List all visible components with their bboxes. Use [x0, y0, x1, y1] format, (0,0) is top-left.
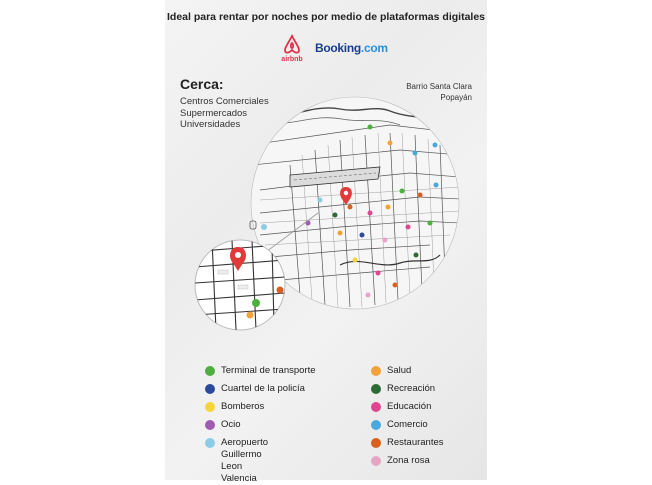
booking-label: Booking — [315, 41, 361, 55]
booking-logo — [315, 41, 388, 55]
city-name: Popayán — [440, 93, 472, 102]
legend-dot — [205, 420, 215, 430]
legend-dot — [205, 438, 215, 448]
legend-dot — [371, 384, 381, 394]
legend-item-comercio: Comercio — [371, 419, 428, 431]
legend-item-educacion: Educación — [371, 401, 431, 413]
legend-dot — [205, 402, 215, 412]
legend-item-restaurantes: Restaurantes — [371, 437, 444, 449]
legend-item-aeropuerto: Aeropuerto Guillermo Leon Valencia — [205, 437, 268, 485]
legend-dot — [371, 402, 381, 412]
legend-item-bomberos: Bomberos — [205, 401, 264, 413]
near-item: Supermercados — [180, 107, 248, 119]
airbnb-label: airbnb — [281, 56, 303, 63]
airbnb-icon — [283, 34, 301, 56]
legend-item-terminal: Terminal de transporte — [205, 365, 316, 377]
legend-item-policia: Cuartel de la policía — [205, 383, 305, 395]
legend-dot — [371, 438, 381, 448]
legend-item-salud: Salud — [371, 365, 411, 377]
legend-dot — [205, 384, 215, 394]
legend-item-zona-rosa: Zona rosa — [371, 455, 430, 467]
legend-dot — [371, 420, 381, 430]
booking-suffix: .com — [360, 41, 388, 55]
legend-item-ocio: Ocio — [205, 419, 241, 431]
headline: Ideal para rentar por noches por medio de plataformas digitales — [167, 11, 485, 23]
zoom-inset — [195, 240, 285, 330]
legend-dot — [371, 366, 381, 376]
legend-dot — [371, 456, 381, 466]
neighborhood-name: Barrio Santa Clara — [406, 82, 472, 91]
airbnb-logo — [278, 34, 306, 66]
street-map — [190, 95, 470, 335]
legend-dot — [205, 366, 215, 376]
legend-item-recreacion: Recreación — [371, 383, 435, 395]
cerca-title: Cerca: — [180, 76, 224, 92]
near-item: Centros Comerciales — [180, 96, 269, 107]
near-item: Universidades — [180, 119, 241, 130]
